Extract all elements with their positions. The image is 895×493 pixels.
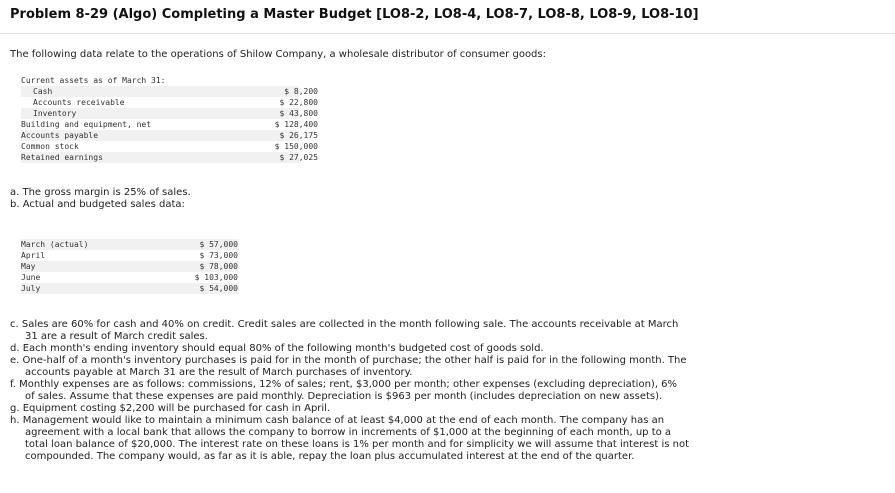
note-f [10, 379, 689, 403]
row-label: Building and equipment, net [21, 120, 152, 129]
row-label: Cash [33, 87, 53, 96]
table-row [21, 152, 318, 163]
note-c [10, 319, 689, 343]
row-value: $ 8,200 [284, 87, 318, 96]
row-value: $ 54,000 [199, 284, 238, 293]
assets-table-header [21, 75, 299, 86]
current-assets-table [21, 75, 318, 163]
note-line: c. Sales are 60% for cash and 40% on credit. Credit sales are collected in the month following sale. The accounts receivable at March [10, 319, 679, 330]
row-value: $ 27,025 [279, 153, 318, 162]
sales-data-table [21, 239, 239, 294]
row-value: $ 150,000 [274, 142, 318, 151]
table-row [21, 97, 318, 108]
page-title: Problem 8-29 (Algo) Completing a Master Budget [LO8-2, LO8-4, LO8-7, LO8-8, LO8-9, LO8-10] [10, 7, 699, 22]
row-label: July [21, 284, 41, 293]
note-line: 31 are a result of March credit sales. [25, 331, 208, 342]
note-h [10, 415, 689, 463]
notes-list [10, 319, 689, 463]
note-line: compounded. The company would, as far as it is able, repay the loan plus accumulated interest at the end of the quarter. [25, 451, 635, 462]
table-row [21, 108, 318, 119]
items-a-b [10, 187, 191, 211]
note-line: agreement with a local bank that allows the company to borrow in increments of $1,000 at the beginning of each month, up to a [25, 427, 672, 438]
table-row [21, 141, 318, 152]
row-value: $ 103,000 [194, 273, 238, 282]
note-g [10, 403, 689, 415]
row-label: Common stock [21, 142, 79, 151]
row-label: Inventory [33, 109, 77, 118]
note-line: h. Management would like to maintain a minimum cash balance of at least $4,000 at the end of each month. The company has an [10, 415, 665, 426]
table-row [21, 119, 318, 130]
row-label: March (actual) [21, 240, 89, 249]
row-value: $ 22,800 [279, 98, 318, 107]
assets-header-label: Current assets as of March 31: [21, 76, 166, 85]
row-label: May [21, 262, 36, 271]
row-label: Accounts receivable [33, 98, 125, 107]
title-divider [0, 33, 895, 34]
row-value: $ 43,800 [279, 109, 318, 118]
item-b: b. Actual and budgeted sales data: [10, 199, 185, 210]
table-row [21, 239, 239, 250]
table-row [21, 272, 239, 283]
row-value: $ 73,000 [199, 251, 238, 260]
note-e [10, 355, 689, 379]
row-value: $ 57,000 [199, 240, 238, 249]
note-line: f. Monthly expenses are as follows: commissions, 12% of sales; rent, $3,000 per month; other expenses (excluding depreciation), 6% [10, 379, 678, 390]
note-line: accounts payable at March 31 are the result of March purchases of inventory. [25, 367, 413, 378]
note-d [10, 343, 689, 355]
row-label: June [21, 273, 41, 282]
table-row [21, 86, 318, 97]
table-row [21, 283, 239, 294]
row-label: Accounts payable [21, 131, 99, 140]
note-line: d. Each month's ending inventory should equal 80% of the following month's budgeted cost of goods sold. [10, 343, 544, 354]
note-line: g. Equipment costing $2,200 will be purchased for cash in April. [10, 403, 331, 414]
row-value: $ 128,400 [274, 120, 318, 129]
row-label: Retained earnings [21, 153, 103, 162]
note-line: e. One-half of a month's inventory purchases is paid for in the month of purchase; the other half is paid for in the following month. The [10, 355, 687, 366]
row-label: April [21, 251, 46, 260]
note-line: of sales. Assume that these expenses are paid monthly. Depreciation is $963 per month (includes depreciation on new assets). [25, 391, 663, 402]
table-row [21, 261, 239, 272]
table-row [21, 250, 239, 261]
table-row [21, 130, 318, 141]
row-value: $ 78,000 [199, 262, 238, 271]
note-line: total loan balance of $20,000. The interest rate on these loans is 1% per month and for simplicity we will assume that interest is not [25, 439, 690, 450]
item-a: a. The gross margin is 25% of sales. [10, 187, 191, 198]
intro-text: The following data relate to the operations of Shilow Company, a wholesale distributor of consumer goods: [10, 49, 546, 60]
row-value: $ 26,175 [279, 131, 318, 140]
